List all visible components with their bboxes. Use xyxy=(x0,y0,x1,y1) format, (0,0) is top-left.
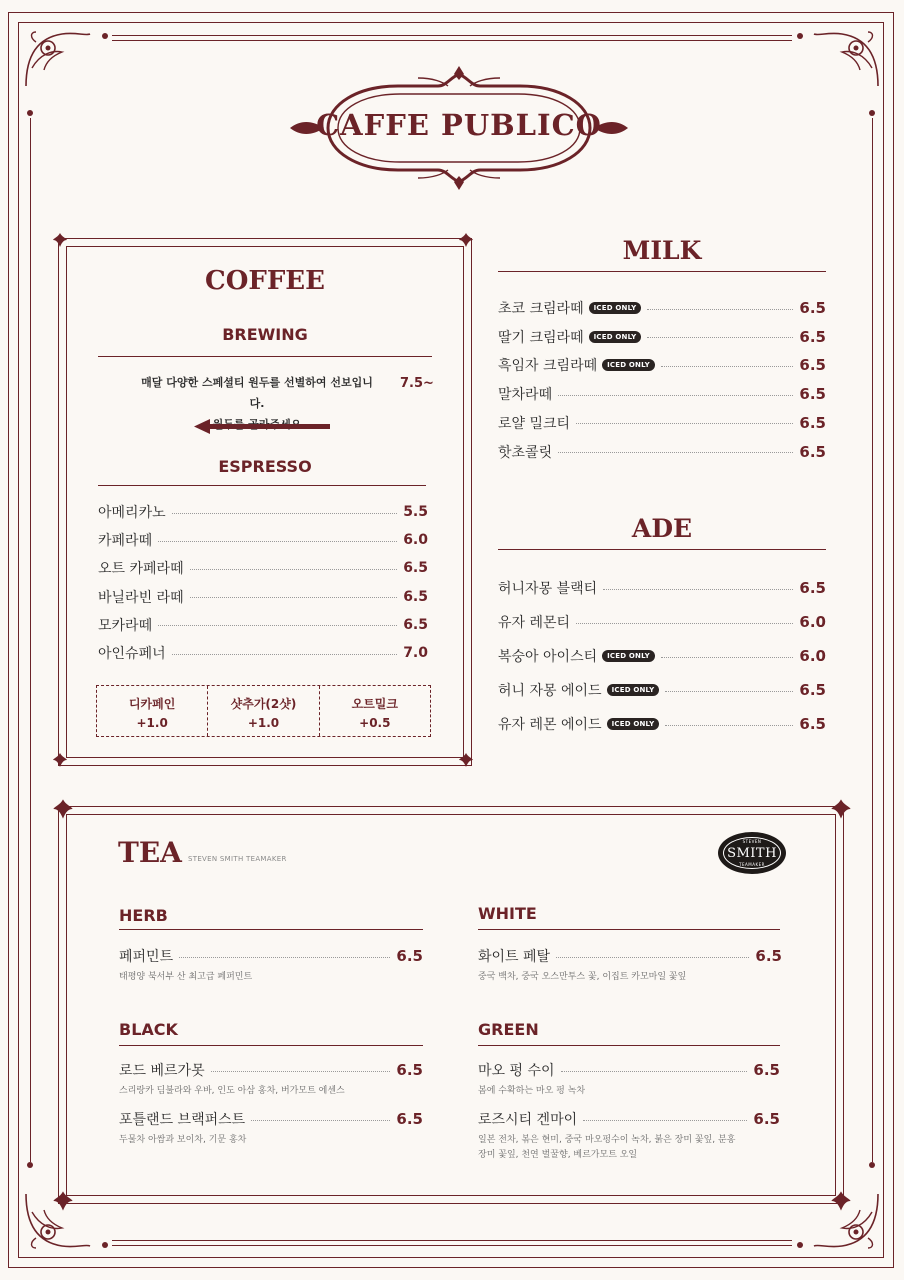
menu-item xyxy=(119,1109,423,1129)
item-price: 6.5 xyxy=(799,579,826,597)
dotted-leader xyxy=(190,597,398,598)
ade-rule xyxy=(498,549,826,550)
item-name: 바닐라빈 라떼 xyxy=(98,589,184,606)
item-name: 복숭아 아이스티 xyxy=(498,649,598,665)
item-name: 허니 자몽 에이드 xyxy=(498,683,602,699)
menu-item xyxy=(498,413,826,433)
fleur-icon xyxy=(830,798,852,820)
item-price: 6.5 xyxy=(799,385,826,404)
menu-item xyxy=(498,355,826,375)
espresso-title: ESPRESSO xyxy=(218,457,312,476)
menu-item xyxy=(478,1109,780,1129)
item-price: 6.5 xyxy=(799,413,826,432)
item-price: 7.0 xyxy=(403,645,428,661)
dotted-leader xyxy=(576,423,793,424)
brewing-line-1: 매달 다양한 스페셜티 원두를 선별하여 선보입니다. xyxy=(141,376,373,410)
menu-item xyxy=(498,680,826,700)
menu-item xyxy=(98,530,428,550)
milk-rule xyxy=(498,271,826,272)
item-price: 6.5 xyxy=(396,1110,423,1128)
item-name: 모카라떼 xyxy=(98,617,153,634)
dotted-leader xyxy=(172,654,398,655)
black-title: BLACK xyxy=(119,1020,178,1039)
border-dot xyxy=(102,33,108,39)
fleur-icon xyxy=(458,752,474,768)
menu-item xyxy=(498,442,826,462)
menu-item xyxy=(98,587,428,607)
dotted-leader xyxy=(179,957,390,958)
dotted-leader xyxy=(576,623,793,624)
tea-title: TEA xyxy=(118,836,182,869)
item-price: 6.5 xyxy=(403,588,428,605)
right-border-line xyxy=(872,118,873,1162)
corner-flourish-icon xyxy=(22,28,92,88)
menu-item xyxy=(98,643,428,663)
dotted-leader xyxy=(561,1071,748,1072)
item-name: 아메리카노 xyxy=(98,505,166,521)
left-border-line xyxy=(30,118,31,1162)
item-name: 로얄 밀크티 xyxy=(498,415,571,432)
item-name: 말차라떼 xyxy=(498,387,553,404)
item-price: 6.5 xyxy=(799,299,826,317)
dotted-leader xyxy=(558,395,793,396)
iced-only-badge: ICED ONLY xyxy=(589,302,642,314)
menu-item xyxy=(478,946,782,966)
item-price: 6.5 xyxy=(799,356,826,375)
item-price: 6.5 xyxy=(753,1110,780,1128)
fleur-icon xyxy=(830,1190,852,1212)
smith-logo xyxy=(718,832,786,874)
item-price: 6.5 xyxy=(403,560,428,577)
border-dot xyxy=(102,1242,108,1248)
corner-flourish-icon xyxy=(812,28,882,88)
item-name: 초코 크림라떼 xyxy=(498,301,584,317)
item-name: 로드 베르가못 xyxy=(119,1063,205,1079)
option-price: +1.0 xyxy=(136,716,168,730)
top-border-line-thin xyxy=(112,40,792,41)
arrow-left-icon xyxy=(194,418,332,436)
coffee-title: COFFEE xyxy=(205,266,325,296)
item-price: 6.5 xyxy=(753,1061,780,1079)
item-price: 6.5 xyxy=(799,715,826,733)
item-name: 화이트 페탈 xyxy=(478,949,551,965)
fleur-icon xyxy=(52,232,68,248)
dotted-leader xyxy=(583,1120,747,1121)
espresso-rule xyxy=(98,485,426,486)
bottom-border-line-thin xyxy=(112,1240,792,1241)
fleur-icon xyxy=(458,232,474,248)
dotted-leader xyxy=(661,366,793,367)
dotted-leader xyxy=(556,957,749,958)
black-rule xyxy=(119,1045,423,1046)
brewing-rule xyxy=(98,356,432,357)
item-name: 흑임자 크림라떼 xyxy=(498,358,598,375)
iced-only-badge: ICED ONLY xyxy=(607,684,660,696)
logo-bottom-text: TEAMAKER xyxy=(739,862,765,867)
border-dot xyxy=(797,1242,803,1248)
border-dot xyxy=(797,33,803,39)
option-decaf xyxy=(97,686,207,736)
menu-item xyxy=(498,714,826,734)
item-price: 6.5 xyxy=(799,442,826,461)
item-price: 6.5 xyxy=(799,681,826,699)
menu-item xyxy=(498,612,826,632)
item-name: 딸기 크림라떼 xyxy=(498,329,584,346)
white-title: WHITE xyxy=(478,904,537,923)
dotted-leader xyxy=(251,1120,390,1121)
item-price: 5.5 xyxy=(403,504,428,520)
dotted-leader xyxy=(603,589,793,590)
option-oat-milk xyxy=(319,686,430,736)
menu-item xyxy=(478,1060,780,1080)
border-dot xyxy=(869,1162,875,1168)
border-dot xyxy=(27,110,33,116)
iced-only-badge: ICED ONLY xyxy=(602,359,655,371)
dotted-leader xyxy=(647,309,793,310)
dotted-leader xyxy=(647,337,793,338)
green-title: GREEN xyxy=(478,1020,539,1039)
item-description: 일본 전차, 볶은 현미, 중국 마오펑수이 녹차, 붉은 장미 꽃잎, 분홍 xyxy=(478,1135,736,1145)
menu-item xyxy=(498,646,826,666)
menu-item xyxy=(498,327,826,347)
menu-item xyxy=(119,946,423,966)
item-description: 두물차 아쌈과 보이차, 기문 홍차 xyxy=(119,1135,247,1145)
logo-top-text: STEVEN xyxy=(742,839,762,844)
item-name: 카페라떼 xyxy=(98,533,153,550)
iced-only-badge: ICED ONLY xyxy=(602,650,655,662)
item-name: 핫초콜릿 xyxy=(498,444,553,461)
tea-subtitle: STEVEN SMITH TEAMAKER xyxy=(188,855,287,863)
option-name: 샷추가(2샷) xyxy=(230,697,297,711)
item-name: 마오 펑 수이 xyxy=(478,1063,555,1079)
item-price: 6.5 xyxy=(396,947,423,965)
option-name: 디카페인 xyxy=(128,697,176,711)
border-dot xyxy=(869,110,875,116)
dotted-leader xyxy=(558,452,793,453)
white-rule xyxy=(478,929,780,930)
item-price: 6.5 xyxy=(755,947,782,965)
item-name: 유자 레몬티 xyxy=(498,615,571,631)
item-description: 태평양 북서부 산 최고급 페퍼민트 xyxy=(119,972,253,982)
fleur-icon xyxy=(52,1190,74,1212)
menu-item xyxy=(98,502,428,522)
item-description: 봄에 수확하는 마오 펑 녹차 xyxy=(478,1086,586,1096)
item-description: 스리랑카 딤불라와 우바, 인도 아삼 홍차, 버가모트 에센스 xyxy=(119,1086,345,1096)
item-price: 6.0 xyxy=(799,647,826,665)
item-price: 6.5 xyxy=(799,327,826,346)
brewing-title: BREWING xyxy=(222,325,308,344)
bottom-border-line xyxy=(112,1245,792,1246)
herb-rule xyxy=(119,929,423,930)
item-price: 6.5 xyxy=(396,1061,423,1079)
item-name: 아인슈페너 xyxy=(98,646,166,662)
item-description: 중국 백차, 중국 오스만투스 꽃, 이집트 카모마일 꽃잎 xyxy=(478,972,687,982)
menu-item xyxy=(98,615,428,635)
fleur-icon xyxy=(52,798,74,820)
dotted-leader xyxy=(172,513,398,514)
item-name: 유자 레몬 에이드 xyxy=(498,717,602,733)
item-price: 6.0 xyxy=(403,532,428,549)
menu-item xyxy=(498,578,826,598)
option-price: +0.5 xyxy=(359,716,391,730)
top-border-line xyxy=(112,35,792,36)
item-description: 장미 꽃잎, 천연 벌꿀향, 베르가모트 오일 xyxy=(478,1150,638,1160)
iced-only-badge: ICED ONLY xyxy=(589,331,642,343)
menu-item xyxy=(119,1060,423,1080)
item-name: 포틀랜드 브랙퍼스트 xyxy=(119,1112,246,1128)
menu-item xyxy=(498,384,826,404)
herb-title: HERB xyxy=(119,906,168,925)
dotted-leader xyxy=(661,657,793,658)
dotted-leader xyxy=(190,569,398,570)
coffee-options xyxy=(96,685,431,737)
item-name: 오트 카페라떼 xyxy=(98,561,184,578)
item-name: 허니자몽 블랙티 xyxy=(498,581,598,597)
ade-title: ADE xyxy=(631,514,693,543)
dotted-leader xyxy=(158,541,397,542)
dotted-leader xyxy=(665,725,793,726)
fleur-icon xyxy=(52,752,68,768)
dotted-leader xyxy=(158,625,397,626)
border-dot xyxy=(27,1162,33,1168)
iced-only-badge: ICED ONLY xyxy=(607,718,660,730)
logo-main-text: SMITH xyxy=(727,846,777,861)
brewing-price: 7.5~ xyxy=(400,376,434,391)
menu-item xyxy=(98,558,428,578)
cafe-title: CAFFE PUBLICO xyxy=(316,108,602,142)
item-price: 6.0 xyxy=(799,613,826,631)
option-extra-shot xyxy=(207,686,318,736)
menu-item xyxy=(498,298,826,318)
item-price: 6.5 xyxy=(403,616,428,633)
dotted-leader xyxy=(211,1071,391,1072)
dotted-leader xyxy=(665,691,793,692)
option-name: 오트밀크 xyxy=(351,697,398,711)
milk-title: MILK xyxy=(622,236,702,265)
item-name: 로즈시티 겐마이 xyxy=(478,1112,578,1128)
item-name: 페퍼민트 xyxy=(119,949,174,965)
green-rule xyxy=(478,1045,780,1046)
option-price: +1.0 xyxy=(247,716,280,730)
